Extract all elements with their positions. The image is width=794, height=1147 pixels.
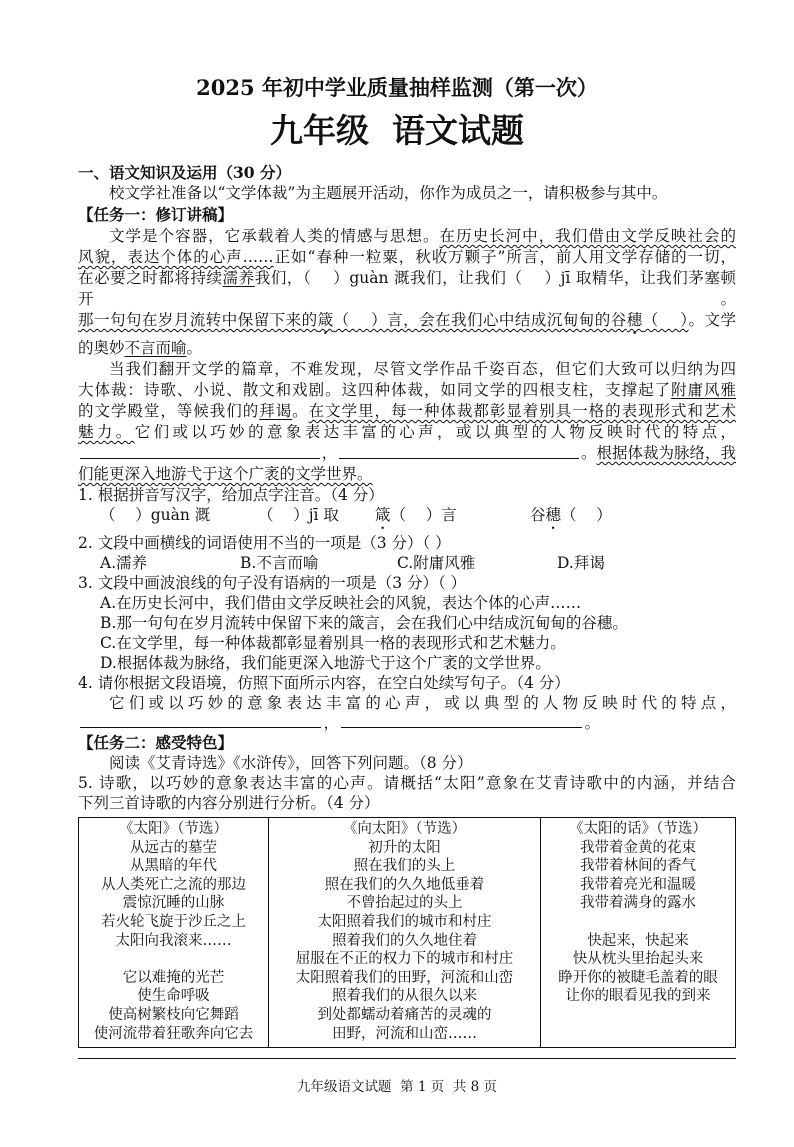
poem-line: 若火轮飞旋于沙丘之上 bbox=[101, 913, 246, 930]
question-1-items bbox=[78, 505, 736, 533]
passage-paragraph bbox=[78, 226, 736, 359]
question-block bbox=[78, 485, 736, 813]
poem-line: 照着我们的从很久以来 bbox=[332, 988, 477, 1005]
page-footer: 九年级语文试题 第 1 页 共 8 页 bbox=[296, 1079, 497, 1096]
pinyin-item bbox=[530, 505, 736, 533]
poem-stanza bbox=[83, 969, 264, 1043]
option-a: A.在历史长河中，我们借由文学反映社会的风貌，表达个体的心声…… bbox=[100, 594, 582, 612]
poem-line: 我带着林间的香气 bbox=[580, 858, 696, 875]
option-b: B.那一句句在岁月流转中保留下来的箴言，会在我们心中结成沉甸甸的谷穗。 bbox=[100, 614, 628, 632]
text-run: ， bbox=[321, 444, 338, 462]
pinyin-item bbox=[100, 505, 258, 533]
section-heading: 一、语文知识及运用（30 分） bbox=[78, 163, 291, 182]
passage-line bbox=[78, 359, 736, 380]
question-2-options bbox=[78, 553, 736, 573]
passage bbox=[78, 226, 736, 485]
option-a: A.濡养 bbox=[100, 554, 148, 572]
poem-line: 田野，河流和山峦…… bbox=[332, 1025, 477, 1042]
question-1-stem: 1. 根据拼音写汉字，给加点字注音。（4 分） bbox=[78, 486, 384, 504]
wavy-underlined-text: 们能更深入地游弋于这个广袤的文学世界。 bbox=[78, 465, 373, 483]
dotted-character: 箴 bbox=[375, 506, 391, 524]
text-run: 的奥妙 bbox=[78, 339, 125, 357]
passage-line bbox=[78, 464, 736, 485]
task-2-label: 【任务二：感受特色】 bbox=[78, 733, 234, 752]
task-1-label: 【任务一：修订讲稿】 bbox=[78, 205, 234, 224]
poem-stanza bbox=[545, 932, 731, 1006]
passage-line bbox=[78, 338, 736, 359]
pinyin-item bbox=[258, 505, 375, 533]
poem-line: 它以难掩的光芒 bbox=[122, 969, 225, 986]
underlined-word: 不言而喻 bbox=[124, 339, 187, 357]
passage-line bbox=[78, 268, 736, 310]
text-run: 。文学 bbox=[688, 311, 736, 329]
answer-blank bbox=[339, 457, 579, 459]
underlined-word: 拜谒 bbox=[259, 402, 293, 420]
wavy-underlined-text: （ ） bbox=[642, 311, 689, 329]
question-5-stem-line: 5. 诗歌，以巧妙的意象表达丰富的心声。请概括“太阳”意象在艾青诗歌中的内涵，并结合 bbox=[78, 774, 736, 792]
passage-line bbox=[78, 380, 736, 401]
wavy-underlined-text: 魅力。 bbox=[78, 423, 135, 441]
text-run: （ ） bbox=[561, 506, 612, 524]
poem-line: 太阳向我滚来…… bbox=[115, 932, 232, 949]
poem-title: 《向太阳》（节选） bbox=[342, 821, 467, 837]
poem-line: 从人类死亡之流的那边 bbox=[101, 876, 246, 893]
text-run: 当我们翻开文学的篇章，不难发现，尽管文学作品千姿百态，但它们大致可以归纳为四 bbox=[109, 360, 736, 378]
poem-line: 让你的眼看见我的到来 bbox=[565, 988, 711, 1005]
poem-line: 使河流带着狂歌奔向它去 bbox=[93, 1025, 254, 1042]
poem-line: 初升的太阳 bbox=[368, 839, 441, 856]
text-run: 大体裁：诗歌、小说、散文和戏剧。这四种体裁，如同文学的四根支柱，支撑起了 bbox=[78, 381, 672, 399]
poem-title: 《太阳》（节选） bbox=[119, 821, 228, 837]
text-run: 我们，（ ）guàn 溉我们，让我们（ ）jī 取精华，让我们茅塞顿开。 bbox=[78, 269, 736, 308]
poem-column bbox=[540, 818, 735, 1047]
text-run: 谷 bbox=[530, 506, 546, 524]
poem-stanza bbox=[273, 839, 536, 1044]
answer-blank bbox=[80, 726, 321, 728]
poem-stanza bbox=[545, 839, 731, 913]
poem-line: 照在我们的头上 bbox=[353, 858, 456, 875]
blank-separator: ， bbox=[323, 714, 339, 732]
wavy-underlined-text: 根据体裁为脉络，我 bbox=[596, 444, 737, 462]
poem-line: 睁开你的被睫毛盖着的眼 bbox=[558, 969, 718, 986]
poem-line: 我带着金黄的花束 bbox=[580, 839, 696, 856]
underlined-word: 附庸风雅 bbox=[671, 381, 736, 399]
passage-line bbox=[78, 401, 736, 422]
poem-line: 从远古的墓茔 bbox=[130, 839, 217, 856]
passage-line bbox=[78, 422, 736, 443]
option-d: D.拜谒 bbox=[557, 554, 605, 572]
text-run: 正如“春种一粒粟，秋收万颗子”所言，前人用文学存储的一切， bbox=[273, 248, 736, 266]
text-run: （ ）jī 取 bbox=[258, 506, 339, 524]
wavy-underlined-text: 风貌，表达个体的心声…… bbox=[78, 248, 274, 266]
text-run: （ ）guàn 溉 bbox=[100, 506, 211, 524]
text-run: 。 bbox=[186, 339, 203, 357]
poem-line: 太阳照着我们的城市和村庄 bbox=[317, 913, 492, 930]
question-4-stem: 4. 请你根据文段语境，仿照下面所示内容，在空白处续写句子。（4 分） bbox=[78, 674, 570, 692]
option-d: D.根据体裁为脉络，我们能更深入地游弋于这个广袤的文学世界。 bbox=[100, 654, 551, 672]
answer-blank bbox=[341, 726, 582, 728]
option-c: C.在文学里，每一种体裁都彰显着别具一格的表现形式和艺术魅力。 bbox=[100, 634, 566, 652]
option-c: C.附庸风雅 bbox=[397, 554, 476, 572]
poem-line: 震惊沉睡的山脉 bbox=[122, 895, 225, 912]
wavy-underlined-text: 在历史长河中，我们借由文学反映社会的 bbox=[439, 227, 736, 245]
poem-line: 太阳照着我们的田野，河流和山峦 bbox=[295, 969, 514, 986]
poem-line: 不曾抬起过的头上 bbox=[346, 895, 463, 912]
wavy-underlined-text: 箴 bbox=[317, 311, 334, 329]
text-run: （ ）言 bbox=[390, 506, 457, 524]
exam-subject-title: 九年级 语文试题 bbox=[269, 111, 525, 150]
question-3-stem: 3. 文段中画波浪线的句子没有语病的一项是（3 分）（ ） bbox=[78, 574, 467, 592]
poem-line: 到处都蠕动着痛苦的灵魂的 bbox=[317, 1006, 492, 1023]
text-run: 的文学殿堂，等候我们的 bbox=[78, 402, 260, 420]
passage-line bbox=[78, 443, 736, 464]
poem-line: 使高树繁枝向它舞蹈 bbox=[108, 1006, 239, 1023]
passage-paragraph bbox=[78, 359, 736, 485]
text-run: 。 bbox=[292, 402, 309, 420]
model-sentence: 它们或以巧妙的意象表达丰富的心声，或以典型的人物反映时代的特点， bbox=[109, 694, 736, 712]
passage-line bbox=[78, 226, 736, 247]
section-intro: 校文学社准备以“文学体裁”为主题展开活动，你作为成员之一，请积极参与其中。 bbox=[109, 184, 668, 202]
answer-blank bbox=[80, 457, 320, 459]
poem-line: 使生命呼吸 bbox=[137, 988, 210, 1005]
poem-line: 快从枕头里抬起头来 bbox=[572, 951, 704, 968]
text-run: 文学是个容器，它承载着人类的情感与思想。 bbox=[109, 227, 440, 245]
poem-line: 我带着亮光和温暖 bbox=[580, 876, 696, 893]
question-2-stem: 2. 文段中画横线的词语使用不当的一项是（3 分）（ ） bbox=[78, 534, 451, 552]
question-5-stem-line: 下列三首诗歌的内容分别进行分析。（4 分） bbox=[78, 794, 380, 812]
option-b: B.不言而喻 bbox=[240, 554, 319, 572]
wavy-underlined-text: 穗 bbox=[626, 311, 643, 329]
text-run: 在必要之时都将持续 bbox=[78, 269, 223, 287]
poem-line: 我带着满身的露水 bbox=[580, 895, 696, 912]
poem-line: 照在我们的久久地低垂着 bbox=[324, 876, 485, 893]
blank-end-mark: 。 bbox=[584, 714, 600, 732]
pinyin-item bbox=[375, 505, 530, 533]
text-run: 它们或以巧妙的意象表达丰富的心声，或以典型的人物反映时代的特点， bbox=[134, 423, 736, 441]
underlined-word: 濡养 bbox=[222, 269, 255, 287]
wavy-underlined-text: （ ）言，会在我们心中结成沉甸甸的谷 bbox=[333, 311, 627, 329]
poem-table bbox=[78, 817, 736, 1048]
wavy-underlined-text: 在文学里，每一种体裁都彰显着别具一格的表现形式和艺术 bbox=[308, 402, 736, 420]
poem-line: 照着我们的久久地住着 bbox=[332, 932, 477, 949]
poem-column bbox=[79, 818, 268, 1047]
poem-line: 从黑暗的年代 bbox=[130, 858, 217, 875]
passage-line bbox=[78, 247, 736, 268]
poem-stanza bbox=[83, 839, 264, 951]
footer-rule bbox=[78, 1058, 736, 1059]
passage-line bbox=[78, 310, 736, 338]
answer-line bbox=[78, 713, 600, 733]
exam-title: 2025 年初中学业质量抽样监测（第一次） bbox=[196, 75, 598, 100]
poem-line: 快起来，快起来 bbox=[587, 932, 689, 949]
poem-title: 《太阳的话》（节选） bbox=[569, 821, 707, 837]
poem-line: 屈服在不正的权力下的城市和村庄 bbox=[295, 951, 514, 968]
dotted-character: 穗 bbox=[545, 506, 562, 524]
poem-column bbox=[268, 818, 540, 1047]
wavy-underlined-text: 那一句句在岁月流转中保留下来的 bbox=[78, 311, 318, 329]
task-2-intro: 阅读《艾青诗选》《水浒传》，回答下列问题。（8 分） bbox=[109, 754, 473, 772]
text-run: 。 bbox=[580, 444, 597, 462]
